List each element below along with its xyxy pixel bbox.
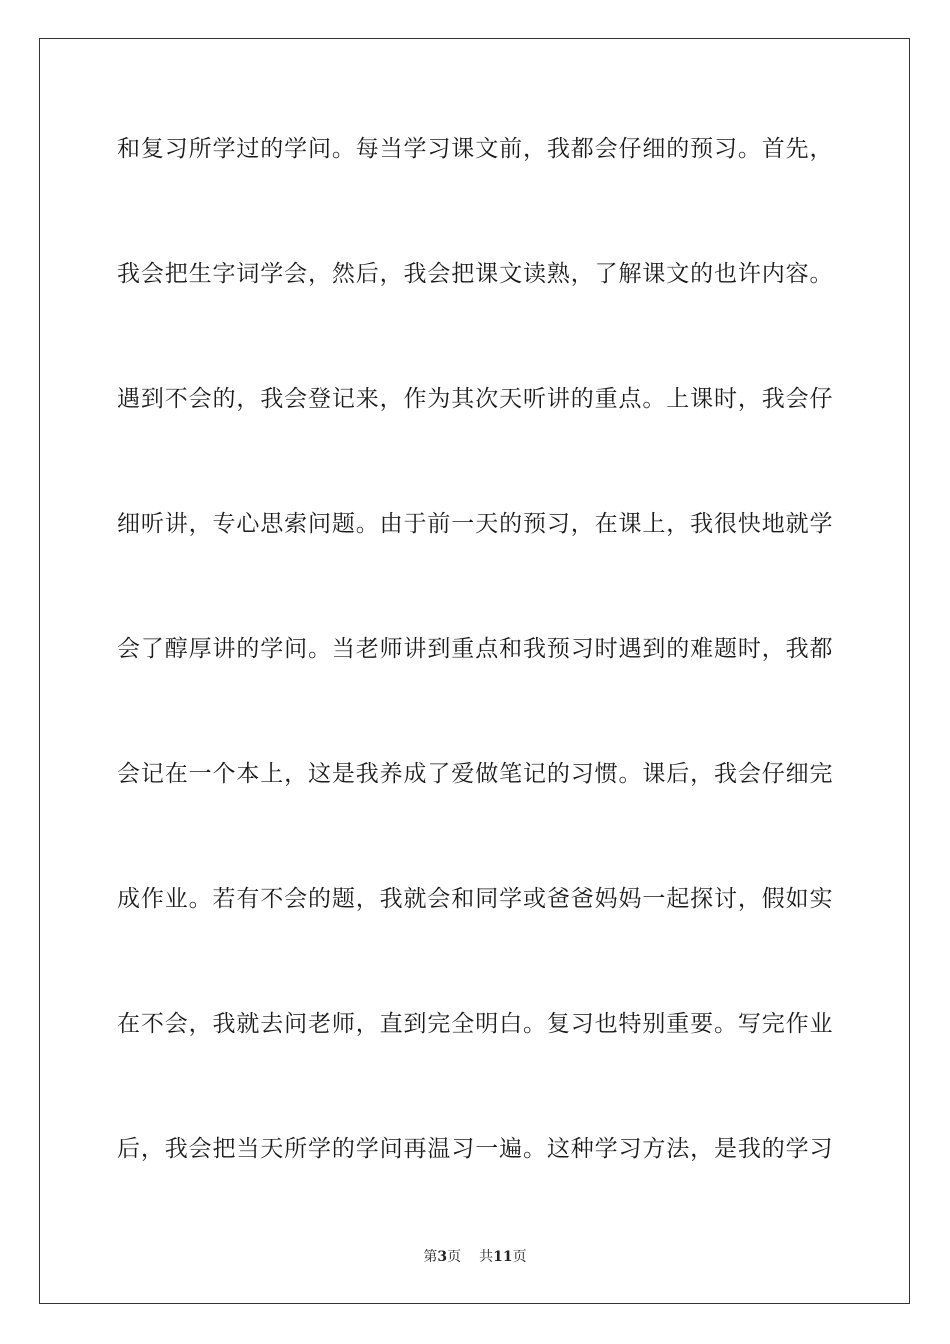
page-prefix: 第: [423, 1249, 438, 1265]
page-suffix: 页: [447, 1249, 462, 1265]
body-text-line-6: 会记在一个本上，这是我养成了爱做笔记的习惯。课后，我会仔细完: [117, 761, 833, 787]
body-text-line-7: 成作业。若有不会的题，我就会和同学或爸爸妈妈一起探讨，假如实: [117, 886, 833, 912]
body-text-line-9: 后，我会把当天所学的学问再温习一遍。这种学习方法，是我的学习: [117, 1136, 833, 1162]
page-number: 3: [437, 1249, 448, 1265]
total-prefix: 共: [479, 1249, 494, 1265]
body-text-line-1: 和复习所学过的学问。每当学习课文前，我都会仔细的预习。首先，: [117, 136, 833, 162]
body-text-line-4: 细听讲，专心思索问题。由于前一天的预习，在课上，我很快地就学: [117, 511, 833, 537]
body-text-line-3: 遇到不会的，我会登记来，作为其次天听讲的重点。上课时，我会仔: [117, 386, 833, 412]
body-text-line-2: 我会把生字词学会，然后，我会把课文读熟，了解课文的也许内容。: [117, 261, 833, 287]
page-border: [39, 38, 910, 1304]
page-footer: [0, 1248, 950, 1266]
total-suffix: 页: [512, 1249, 527, 1265]
total-pages: 11: [493, 1249, 513, 1265]
body-text-line-8: 在不会，我就去问老师，直到完全明白。复习也特别重要。写完作业: [117, 1011, 833, 1037]
body-text-line-5: 会了醇厚讲的学问。当老师讲到重点和我预习时遇到的难题时，我都: [117, 636, 833, 662]
